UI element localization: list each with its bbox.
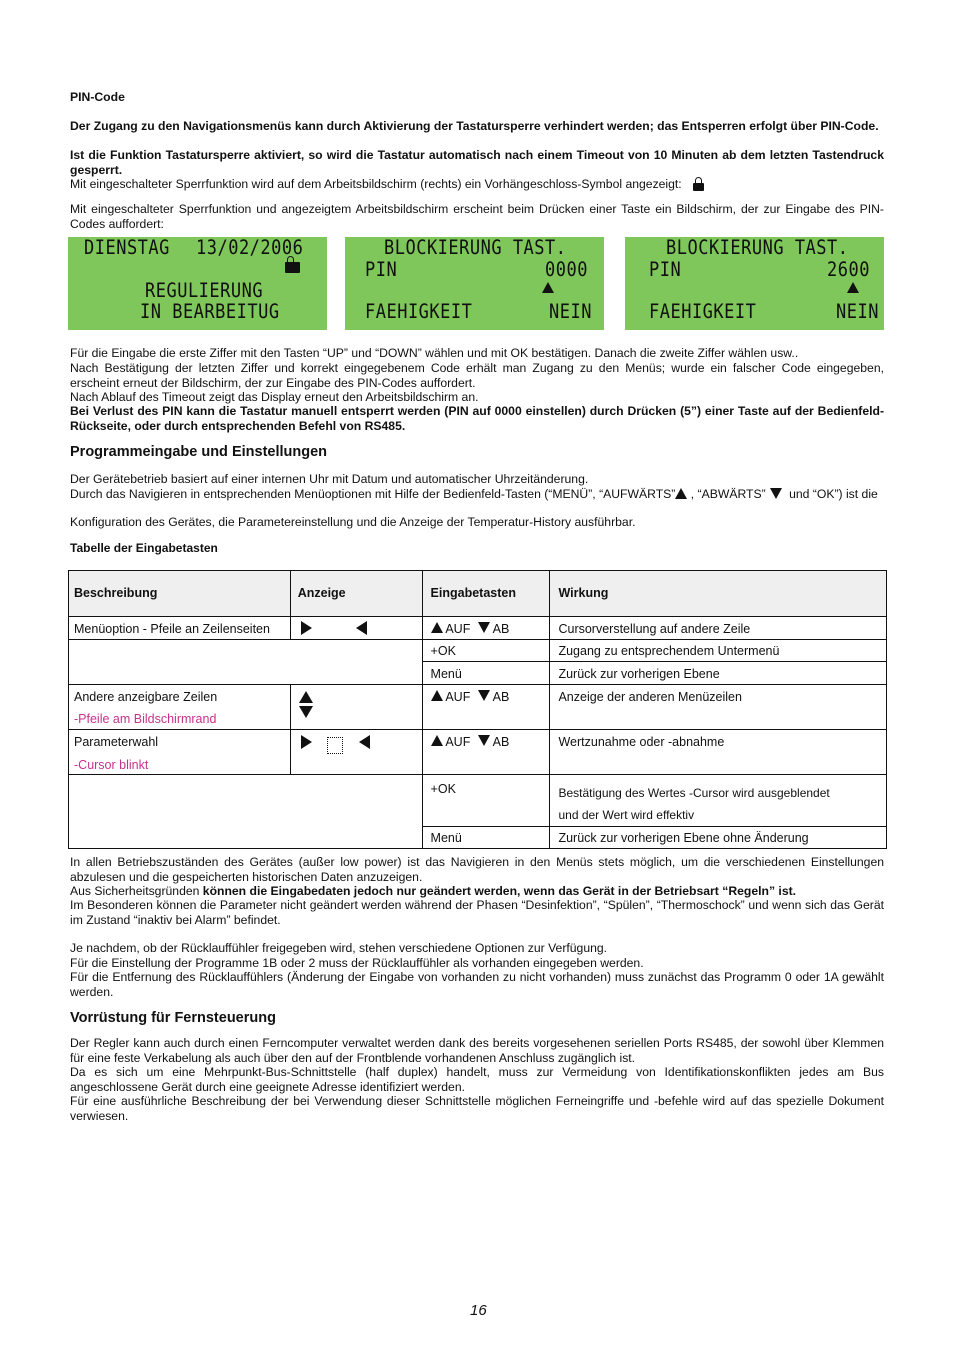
table-title: Tabelle der Eingabetasten [70,541,218,555]
page-number: 16 [470,1302,487,1319]
table-cell: +OK [422,775,550,827]
after-table-paragraph-1: In allen Betriebszuständen des Gerätes (außer low power) ist das Navigieren in den Menüs stets möglich, um die verschiedenen Einstellungen abzulesen und die gespeicherten historischen Daten anzuzeigen. [70,855,884,884]
lcd-title: BLOCKIERUNG TAST. [384,236,567,260]
table-cell: AUF AB [422,617,550,640]
lcd-display-pin-0000 [345,237,604,330]
table-cell: Cursorverstellung auf andere Zeile [550,617,887,640]
after-table-paragraph-2: Aus Sicherheitsgründen können die Eingabedaten jedoch nur geändert werden, wenn das Gerät in der Betriebsart “Regeln” ist. [70,884,797,898]
table-cell: +OK [422,640,550,662]
padlock-icon [693,183,704,191]
table-cell-empty [69,775,423,849]
instruction-line-3: Nach Ablauf des Timeout zeigt das Display erneut den Arbeitsbildschirm an. [70,390,479,404]
arrow-down-icon [478,735,490,746]
table-cell: Menü [422,662,550,685]
table-cell: Parameterwahl -Cursor blinkt [69,730,291,775]
remote-paragraph-2: Da es sich um eine Mehrpunkt-Bus-Schnittstelle (half duplex) handelt, muss zur Vermeidung von Identifikationskonflikten jedes am Bus angeschlossene Gerät durch eine geeignete Adresse identifiziert werden. [70,1065,884,1094]
lcd-day: DIENSTAG [84,236,170,260]
table-cell [290,617,422,640]
pin-paragraph-2: Ist die Funktion Tastatursperre aktiviert, so wird die Tastatur automatisch nach einem Timeout von 10 Minuten ab dem letzten Tastendruck gesperrt. [70,148,884,177]
lcd-display-pin-2600 [625,237,884,330]
table-cell: AUF AB [422,685,550,730]
lcd-pin-value: 0000 [545,258,588,282]
arrow-left-icon [356,621,367,635]
table-header-row [69,571,887,617]
arrow-up-icon [431,622,443,633]
arrow-up-icon [431,690,443,701]
pin-paragraph-4: Mit eingeschalteter Sperrfunktion und angezeigtem Arbeitsbildschirm erscheint beim Drücken einer Taste ein Bildschirm, der zur Eingabe des PIN-Codes auffordert: [70,202,884,231]
arrow-down-icon [299,706,313,718]
after-table-paragraph-3: Im Besonderen können die Parameter nicht geändert werden während der Phasen “Desinfektion”, “Spülen”, “Thermoschock” und wenn sich das Gerät im Zustand “inaktiv bei Alarm” befindet. [70,898,884,927]
after-table-paragraph-5: Für die Einstellung der Programme 1B oder 2 muss der Rücklauffühler als vorhanden eingegeben werden. [70,956,644,970]
after-table-paragraph-6: Für die Entfernung des Rücklauffühlers (Änderung der Eingabe von vorhanden zu nicht vorhanden) muss zunächst das Programm 0 oder 1A gewählt werden. [70,970,884,999]
table-row [69,685,887,730]
remote-paragraph-1: Der Regler kann auch durch einen Ferncomputer verwaltet werden dank des bereits vorgesehenen seriellen Ports RS485, der sowohl über Klemmen für eine feste Verkabelung als auch über den auf der Frontblende vorhandenen Anschluss zugänglich ist. [70,1036,884,1065]
lcd-option-label: FAEHIGKEIT [649,300,757,324]
lcd-pin-label: PIN [649,258,682,282]
table-row [69,617,887,640]
lcd-status-2: IN BEARBEITUG [140,300,280,324]
arrow-up-icon [675,488,687,499]
arrow-left-icon [359,735,370,749]
remote-paragraph-3: Für eine ausführliche Beschreibung der bei Verwendung dieser Schnittstelle möglichen Ferneingriffe und -befehle wird auf das spezielle Dokument verwiesen. [70,1094,884,1123]
lcd-display-work-screen [68,237,327,330]
lcd-date: 13/02/2006 [196,236,304,260]
lcd-pin-value: 2600 [827,258,870,282]
arrow-up-icon [431,735,443,746]
programming-line-3: Konfiguration des Gerätes, die Parametereinstellung und die Anzeige der Temperatur-History ausführbar. [70,515,636,529]
pin-paragraph-1: Der Zugang zu den Navigationsmenüs kann durch Aktivierung der Tastatursperre verhindert werden; das Entsperren erfolgt über PIN-Code. [70,119,879,133]
table-cell: Andere anzeigbare Zeilen -Pfeile am Bildschirmrand [69,685,291,730]
table-cell: Bestätigung des Wertes -Cursor wird ausgeblendet und der Wert wird effektiv [550,775,887,827]
instruction-line-1: Für die Eingabe die erste Ziffer mit den Tasten “UP” und “DOWN” wählen und mit OK bestätigen. Danach die zweite Ziffer wählen usw.. [70,346,799,360]
arrow-down-icon [478,622,490,633]
pin-paragraph-3: Mit eingeschalteter Sperrfunktion wird auf dem Arbeitsbildschirm (rechts) ein Vorhängeschloss-Symbol angezeigt: [70,177,884,192]
table-row [69,730,887,775]
table-cell: Zurück zur vorherigen Ebene ohne Änderung [550,827,887,849]
after-table-paragraph-4: Je nachdem, ob der Rücklauffühler freigegeben wird, stehen verschiedene Optionen zur Verfügung. [70,941,608,955]
table-cell: Menü [422,827,550,849]
table-row [69,640,887,662]
arrow-up-icon [299,691,313,703]
lcd-option-value: NEIN [836,300,879,324]
arrow-right-icon [301,735,312,749]
blinking-cursor-icon [327,737,343,754]
table-header-cell: Anzeige [290,571,422,617]
arrow-down-icon [478,690,490,701]
table-row [69,775,887,827]
arrow-down-icon [770,488,782,499]
table-cell: Wertzunahme oder -abnahme [550,730,887,775]
section-heading-pin: PIN-Code [70,90,125,104]
table-cell [290,685,422,730]
programming-line-2: Durch das Navigieren in entsprechenden Menüoptionen mit Hilfe der Bedienfeld-Tasten (“MENÜ”, “AUFWÄRTS” , “ABWÄRTS” und “OK”) ist die [70,487,878,501]
instruction-line-4: Bei Verlust des PIN kann die Tastatur manuell entsperrt werden (PIN auf 0000 einstellen) durch Drücken (5”) einer Taste auf der Bedienfeld-Rückseite, oder durch entsprechenden Befehl von RS485. [70,404,884,433]
table-header-cell: Eingabetasten [422,571,550,617]
table-cell: Anzeige der anderen Menüzeilen [550,685,887,730]
cursor-arrow-icon [542,282,554,293]
section-heading-remote: Vorrüstung für Fernsteuerung [70,1010,276,1026]
table-cell [290,730,422,775]
arrow-right-icon [301,621,312,635]
table-cell: Zurück zur vorherigen Ebene [550,662,887,685]
table-cell: Menüoption - Pfeile an Zeilenseiten [69,617,291,640]
section-heading-programming: Programmeingabe und Einstellungen [70,444,328,460]
padlock-icon [285,262,300,273]
table-cell: AUF AB [422,730,550,775]
lcd-title: BLOCKIERUNG TAST. [666,236,849,260]
instruction-line-2: Nach Bestätigung der letzten Ziffer und korrekt eingegebenem Code erhält man Zugang zu den Menüs; wurde ein falscher Code eingegeben, erscheint erneut der Bildschirm, der zur Eingabe des PIN-Codes auffordert. [70,361,884,390]
table-cell-empty [69,640,423,685]
lcd-option-value: NEIN [549,300,592,324]
programming-line-1: Der Gerätebetrieb basiert auf einer internen Uhr mit Datum und automatischer Uhrzeitänderung. [70,472,589,486]
input-keys-table [68,570,887,849]
lcd-pin-label: PIN [365,258,398,282]
table-cell: Zugang zu entsprechendem Untermenü [550,640,887,662]
lcd-option-label: FAEHIGKEIT [365,300,473,324]
table-header-cell: Beschreibung [69,571,291,617]
table-header-cell: Wirkung [550,571,887,617]
cursor-arrow-icon [847,282,859,293]
lcd-status-1: REGULIERUNG [145,279,264,303]
